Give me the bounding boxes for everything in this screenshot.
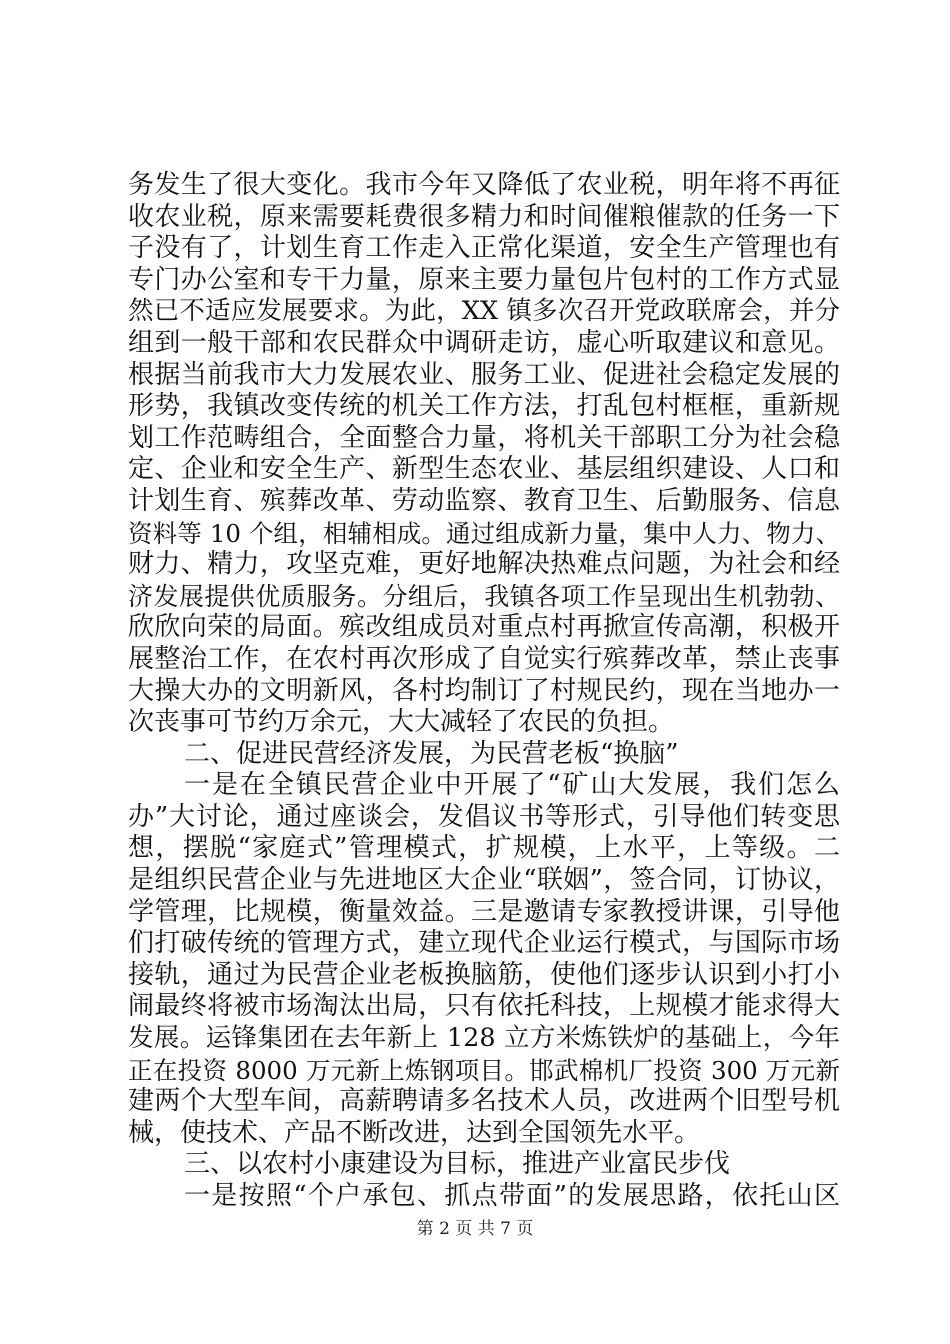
text-line: 次丧事可节约万余元，大大减轻了农民的负担。 — [128, 707, 675, 738]
text-line: 务发生了很大变化。我市今年又降低了农业税，明年将不再征 — [128, 170, 840, 200]
text-line: 专门办公室和专干力量，原来主要力量包片包村的工作方式显 — [128, 264, 840, 295]
text-line: 们打破传统的管理方式，建立现代企业运行模式，与国际市场 — [128, 928, 840, 959]
text-line: 根据当前我市大力发展农业、服务工业、促进社会稳定发展的 — [128, 359, 840, 390]
text-line: 是组织民营企业与先进地区大企业“联姻”，签合同，订协议， — [128, 865, 840, 896]
text-line: 闹最终将被市场淘汰出局，只有依托科技，上规模才能求得大 — [128, 991, 840, 1022]
text-line: 大操大办的文明新风，各村均制订了村规民约，现在当地办一 — [128, 675, 840, 706]
page-number: 第 2 页 共 7 页 — [416, 1219, 534, 1239]
section-heading: 二、促进民营经济发展，为民营老板“换脑” — [184, 738, 679, 769]
text-line: 然已不适应发展要求。为此，XX 镇多次召开党政联席会，并分 — [128, 296, 840, 327]
text-line: 形势，我镇改变传统的机关工作方法，打乱包村框框，重新规 — [128, 391, 840, 422]
text-line: 欣欣向荣的局面。殡改组成员对重点村再掀宣传高潮，积极开 — [128, 612, 840, 643]
text-line: 资料等 10 个组，相辅相成。通过组成新力量，集中人力、物力、 — [128, 518, 840, 548]
text-line: 展整治工作，在农村再次形成了自觉实行殡葬改革，禁止丧事 — [128, 643, 840, 674]
page-footer — [0, 1214, 950, 1239]
text-line: 建两个大型车间，高薪聘请多名技术人员，改进两个旧型号机 — [128, 1086, 840, 1117]
body-text — [128, 170, 840, 1213]
text-line: 划工作范畴组合，全面整合力量，将机关干部职工分为社会稳 — [128, 422, 840, 453]
text-line: 械，使技术、产品不断改进，达到全国领先水平。 — [128, 1117, 701, 1148]
text-line: 一是按照“个户承包、抓点带面”的发展思路，依托山区 — [184, 1181, 840, 1211]
text-line: 一是在全镇民营企业中开展了“矿山大发展，我们怎么 — [184, 770, 840, 801]
text-line: 想，摆脱“家庭式”管理模式，扩规模，上水平，上等级。二 — [128, 833, 840, 864]
text-line: 组到一般干部和农民群众中调研走访，虚心听取建议和意见。 — [128, 327, 840, 358]
text-line: 发展。运锋集团在去年新上 128 立方米炼铁炉的基础上，今年 — [128, 1023, 840, 1054]
text-line: 学管理，比规模，衡量效益。三是邀请专家教授讲课，引导他 — [128, 896, 840, 927]
text-line: 财力、精力，攻坚克难，更好地解决热难点问题，为社会和经 — [128, 549, 840, 580]
text-line: 计划生育、殡葬改革、劳动监察、教育卫生、后勤服务、信息 — [128, 485, 840, 516]
text-line: 正在投资 8000 万元新上炼钢项目。邯武棉机厂投资 300 万元新 — [128, 1055, 840, 1085]
text-line: 收农业税，原来需要耗费很多精力和时间催粮催款的任务一下 — [128, 201, 840, 232]
text-line: 子没有了，计划生育工作走入正常化渠道，安全生产管理也有 — [128, 233, 840, 264]
text-line: 接轨，通过为民营企业老板换脑筋，使他们逐步认识到小打小 — [128, 959, 840, 990]
text-line: 定、企业和安全生产、新型生态农业、基层组织建设、人口和 — [128, 454, 840, 485]
text-line: 济发展提供优质服务。分组后，我镇各项工作呈现出生机勃勃、 — [128, 581, 840, 611]
section-heading: 三、以农村小康建设为目标，推进产业富民步伐 — [184, 1149, 731, 1180]
text-line: 办”大讨论，通过座谈会，发倡议书等形式，引导他们转变思 — [128, 801, 840, 832]
